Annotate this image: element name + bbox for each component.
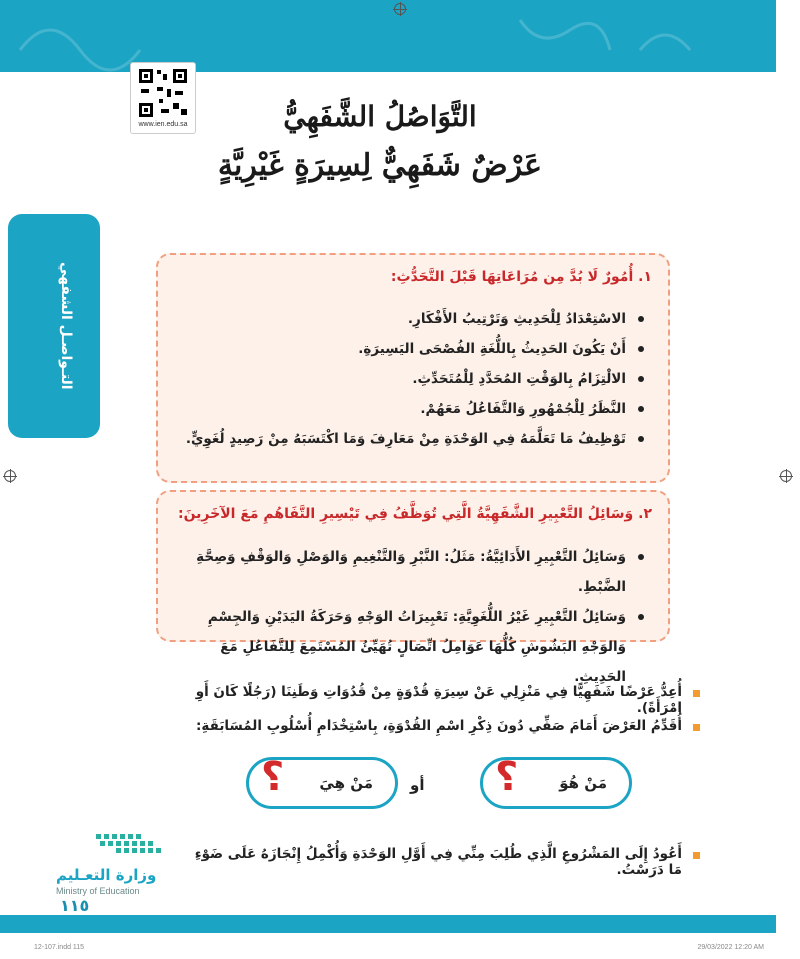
registration-mark [394, 3, 406, 15]
list-item: الاسْتِعْدَادُ لِلْحَدِيثِ وَتَرْتِيبُ الأَفْكَارِ. [178, 309, 644, 329]
decorative-pattern [0, 0, 776, 72]
activity-prepare: أُعِدُّ عَرْضًا شَفَهِيًّا فِي مَنْزِلِي عَنْ سِيرَةِ قُدْوَةٍ مِنْ قُدُوَاتِ وَطَنِنَا (رَجُلًا كَانَ أَوِ امْرَأَةً). [190, 684, 700, 716]
page-number: ١١٥ [60, 896, 90, 915]
bubble-label: مَنْ هُوَ [559, 774, 607, 792]
activity-present: أُقَدِّمُ العَرْضَ أَمَامَ صَفِّي دُونَ ذِكْرِ اسْمِ القُدْوَةِ، بِاسْتِخْدَامِ أُسْلُوبِ المُسَابَقَةِ: [190, 718, 700, 734]
list-item: تَوْظِيفُ مَا تَعَلَّمَهُ فِي الوَحْدَةِ مِنْ مَعَارِفَ وَمَا اكْتَسَبَهُ مِنْ رَصِيدٍ لُغَوِيٍّ. [178, 429, 644, 449]
top-banner [0, 0, 776, 72]
print-slug-date: 29/03/2022 12:20 AM [697, 944, 764, 951]
lesson-title: التَّوَاصُلُ الشَّفَهِيُّ [283, 100, 477, 133]
bubble-label: مَنْ هِيَ [319, 774, 373, 792]
question-mark-icon: ؟ [495, 754, 519, 800]
list-item: النَّظَرُ لِلْجُمْهُورِ وَالتَّفَاعُلُ مَعَهُمْ. [178, 399, 644, 419]
qr-code-icon [137, 67, 189, 119]
list-item: الالْتِزَامُ بِالوَقْتِ المُحَدَّدِ لِلْمُتَحَدِّثِ. [178, 369, 644, 389]
bottom-banner [0, 915, 776, 933]
guidelines-box [156, 253, 670, 483]
list-item: أَنْ يَكُونَ الحَدِيثُ بِاللُّغَةِ الفُصْحَى اليَسِيرَةِ. [178, 339, 644, 359]
activity-project: أَعُودُ إِلَى المَشْرُوعِ الَّذِي طُلِبَ مِنِّي فِي أَوَّلِ الوَحْدَةِ وَأُكْمِلُ إِنْجَازَهُ عَلَى ضَوْءِ مَا دَرَسْتُ. [178, 846, 700, 878]
registration-mark [4, 470, 16, 482]
registration-mark [780, 470, 792, 482]
qr-code[interactable] [130, 62, 196, 134]
print-slug-file: 12-107.indd 115 [34, 944, 85, 951]
section-side-tab [8, 214, 100, 438]
side-tab-label: التـواصـل الشفهي [58, 262, 74, 390]
guidelines-list [178, 309, 644, 459]
expression-means-heading: ٢. وَسَائِلُ التَّعْبِيرِ الشَّفَهِيَّةُ الَّتِي تُوَظَّفُ فِي تَيْسِيرِ التَّفَاهُمِ مَعَ الآخَرِينَ: [177, 506, 652, 522]
list-item: وَسَائِلُ التَّعْبِيرِ الأَدَائِيَّةُ: مَثَلُ: النَّبْرِ وَالتَّنْغِيمِ وَالوَصْلِ وَالوَقْفِ وَصِحَّةِ الضَّبْطِ. [178, 542, 644, 602]
list-item: وَسَائِلُ التَّعْبِيرِ غَيْرُ اللُّغَوِيَّةِ: تَعْبِيرَاتُ الوَجْهِ وَحَرَكَةُ اليَدَيْنِ وَالجِسْمِ وَالوَجْهِ البَشُوشِ كُلُّهَا عَوَامِلُ اتِّصَالٍ تُهَيِّئُ المُسْتَمِعَ لِلتَّفَاعُلِ مَعَ الحَدِيثِ. [178, 602, 644, 692]
who-is-she-bubble [246, 754, 398, 809]
expression-means-box [156, 490, 670, 685]
ministry-name-en: Ministry of Education [56, 886, 140, 896]
who-is-he-bubble [480, 754, 632, 809]
guidelines-heading: ١. أُمُورٌ لَا بُدَّ مِن مُرَاعَاتِهَا قَبْلَ التَّحَدُّثِ: [390, 269, 652, 285]
expression-means-list [178, 542, 644, 692]
lesson-subtitle: عَرْضٌ شَفَهِيٌّ لِسِيرَةٍ غَيْرِيَّةٍ [217, 148, 543, 183]
ministry-name-ar: وزارة التعـليم [56, 866, 157, 884]
or-connector: أو [410, 776, 425, 794]
qr-url[interactable]: www.ien.edu.sa [138, 121, 188, 128]
question-mark-icon: ؟ [261, 754, 285, 800]
